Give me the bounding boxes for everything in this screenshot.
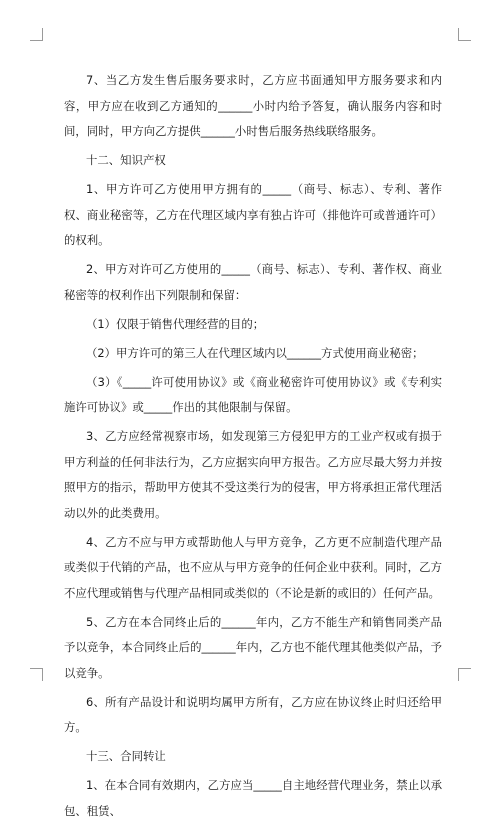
- section-heading-assignment: 十三、合同转让: [86, 749, 166, 763]
- crop-mark-bottom-right: [458, 668, 471, 681]
- clause-ip-4-non-compete: 4、乙方不应与甲方或帮助他人与甲方竞争，乙方更不应制造代理产品或类似于代销的产品，也不应从与甲方竞争的任何企业中获利。同时，乙方不应代理或销售与代理产品相同或类似的（不论是新的或旧的）任何产品。: [64, 534, 442, 600]
- crop-mark-top-right: [458, 28, 471, 41]
- clause-ip-2-restrictions: 2、甲方对许可乙方使用的_____（商号、标志）、专利、著作权、商业秘密等的权利作出下列限制和保留：: [64, 262, 442, 302]
- clause-ip-1-license: 1、甲方许可乙方使用甲方拥有的_____（商号、标志）、专利、著作权、商业秘密等，乙方在代理区域内享有独占许可（排他许可或普通许可）的权利。: [64, 182, 442, 247]
- clause-ip-3-market-monitoring: 3、乙方应经常视察市场，如发现第三方侵犯甲方的工业产权或有损于甲方利益的任何非法行为，乙方应据实向甲方报告。乙方应尽最大努力并按照甲方的指示，帮助甲方使其不受这类行为的侵害，甲方将承担正常代理活动以外的此类费用。: [64, 429, 442, 520]
- clause-assignment-1: 1、在本合同有效期内，乙方应当_____自主地经营代理业务，禁止以承包、租赁、: [64, 778, 442, 818]
- crop-mark-top-left: [30, 28, 43, 41]
- clause-ip-2-item-1: （1）仅限于销售代理经营的目的；: [86, 316, 265, 331]
- section-heading-ip: 十二、知识产权: [86, 153, 166, 167]
- clause-ip-6-design-ownership: 6、所有产品设计和说明均属甲方所有，乙方应在协议终止时归还给甲方。: [64, 694, 442, 734]
- clause-ip-5-post-termination: 5、乙方在本合同终止后的______年内，乙方不能生产和销售同类产品予以竞争，本合同终止后的______年内，乙方也不能代理其他类似产品，予以竞争。: [64, 614, 442, 680]
- clause-ip-2-item-3: （3）《_____许可使用协议》或《商业秘密许可使用协议》或《专利实施许可协议》或_____作出的其他限制与保留。: [64, 374, 442, 414]
- clause-ip-2-item-2: （2）甲方许可的第三人在代理区域内以______方式使用商业秘密；: [86, 345, 424, 360]
- document-body: [64, 68, 442, 828]
- clause-7-after-sales: 7、当乙方发生售后服务要求时，乙方应书面通知甲方服务要求和内容，甲方应在收到乙方通知的______小时内给予答复，确认服务内容和时间，同时，甲方向乙方提供______小时售后服务热线联络服务。: [64, 73, 442, 138]
- crop-mark-bottom-left: [30, 668, 43, 681]
